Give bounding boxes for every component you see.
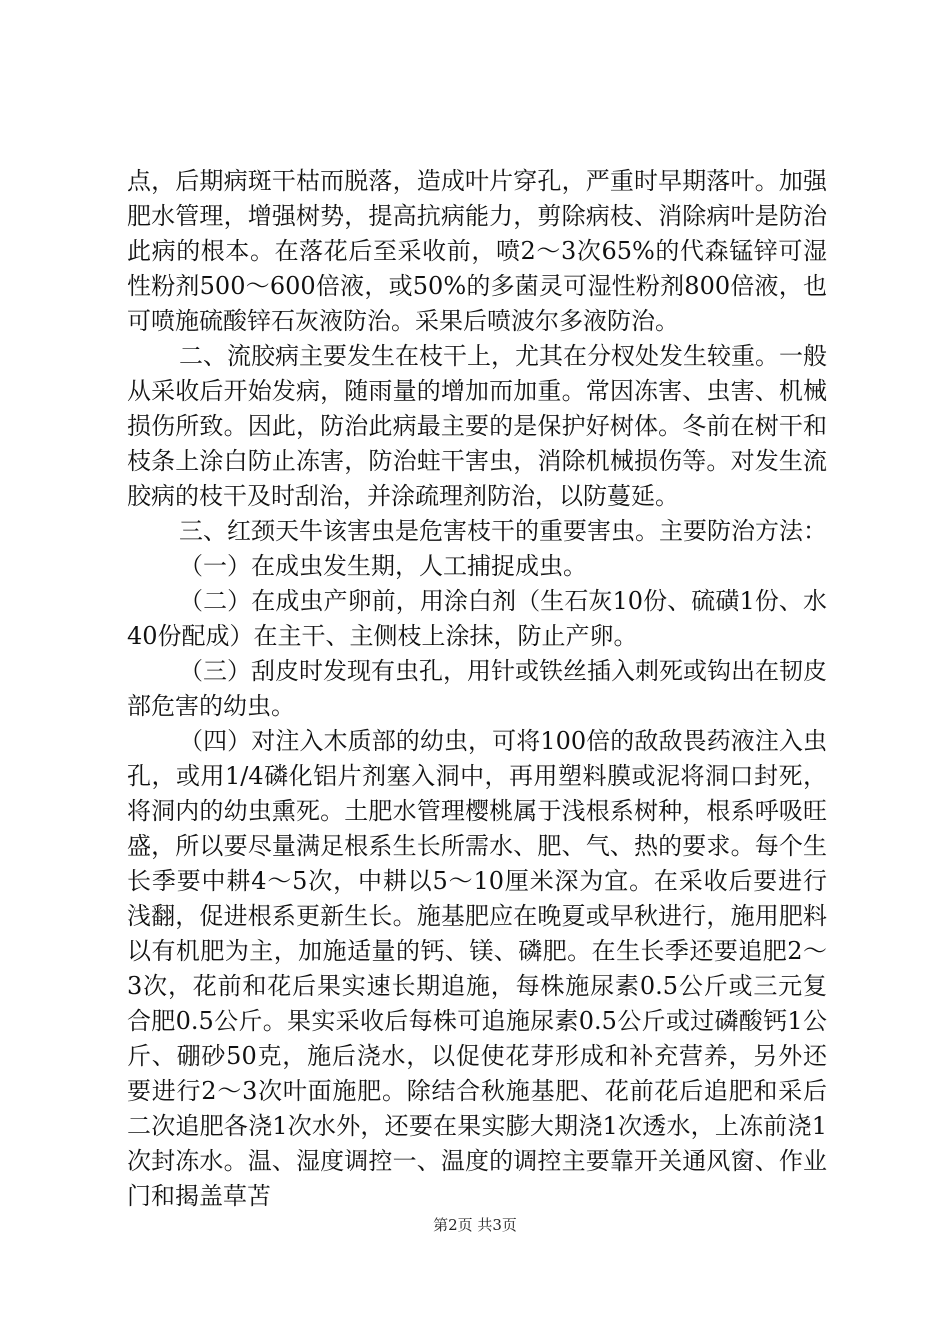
paragraph-gummosis: 二、流胶病主要发生在枝干上，尤其在分杈处发生较重。一般从采收后开始发病，随雨量的增加而加重。常因冻害、虫害、机械损伤所致。因此，防治此病最主要的是保护好树体。冬前在树干和枝条上涂白防止冻害，防治蛀干害虫，消除机械损伤等。对发生流胶病的枝干及时刮治，并涂疏理剂防治，以防蔓延。 [127,342,827,510]
paragraph-method-2: （二）在成虫产卵前，用涂白剂（生石灰10份、硫磺1份、水40份配成）在主干、主侧枝上涂抹，防止产卵。 [127,587,827,650]
paragraph-longhorn-beetle: 三、红颈天牛该害虫是危害枝干的重要害虫。主要防治方法： [179,517,827,545]
paragraph-method-4: （四）对注入木质部的幼虫，可将100倍的敌敌畏药液注入虫孔，或用1/4磷化铝片剂塞入洞中，再用塑料膜或泥将洞口封死，将洞内的幼虫熏死。土肥水管理樱桃属于浅根系树种，根系呼吸旺盛，所以要尽量满足根系生长所需水、肥、气、热的要求。每个生长季要中耕4～5次，中耕以5～10厘米深为宜。在采收后要进行浅翻，促进根系更新生长。施基肥应在晚夏或早秋进行，施用肥料以有机肥为主，加施适量的钙、镁、磷肥。在生长季还要追肥2～3次，花前和花后果实速长期追施，每株施尿素0.5公斤或三元复合肥0.5公斤。果实采收后每株可追施尿素0.5公斤或过磷酸钙1公斤、硼砂50克，施后浇水，以促使花芽形成和补充营养，另外还要进行2～3次叶面施肥。除结合秋施基肥、花前花后追肥和采后二次追肥各浇1次水外，还要在果实膨大期浇1次透水，上冻前浇1次封冻水。温、湿度调控一、温度的调控主要靠开关通风窗、作业门和揭盖草苫 [127,727,827,1210]
paragraph-method-3: （三）刮皮时发现有虫孔，用针或铁丝插入刺死或钩出在韧皮部危害的幼虫。 [127,657,827,720]
paragraph-continuation: 点，后期病斑干枯而脱落，造成叶片穿孔，严重时早期落叶。加强肥水管理，增强树势，提高抗病能力，剪除病枝、消除病叶是防治此病的根本。在落花后至采收前，喷2～3次65%的代森锰锌可湿性粉剂500～600倍液，或50%的多菌灵可湿性粉剂800倍液，也可喷施硫酸锌石灰液防治。采果后喷波尔多液防治。 [127,167,827,335]
paragraph-method-1: （一）在成虫发生期，人工捕捉成虫。 [179,552,587,580]
body-text [127,164,827,1214]
page-footer: 第2页 共3页 [433,1216,517,1234]
